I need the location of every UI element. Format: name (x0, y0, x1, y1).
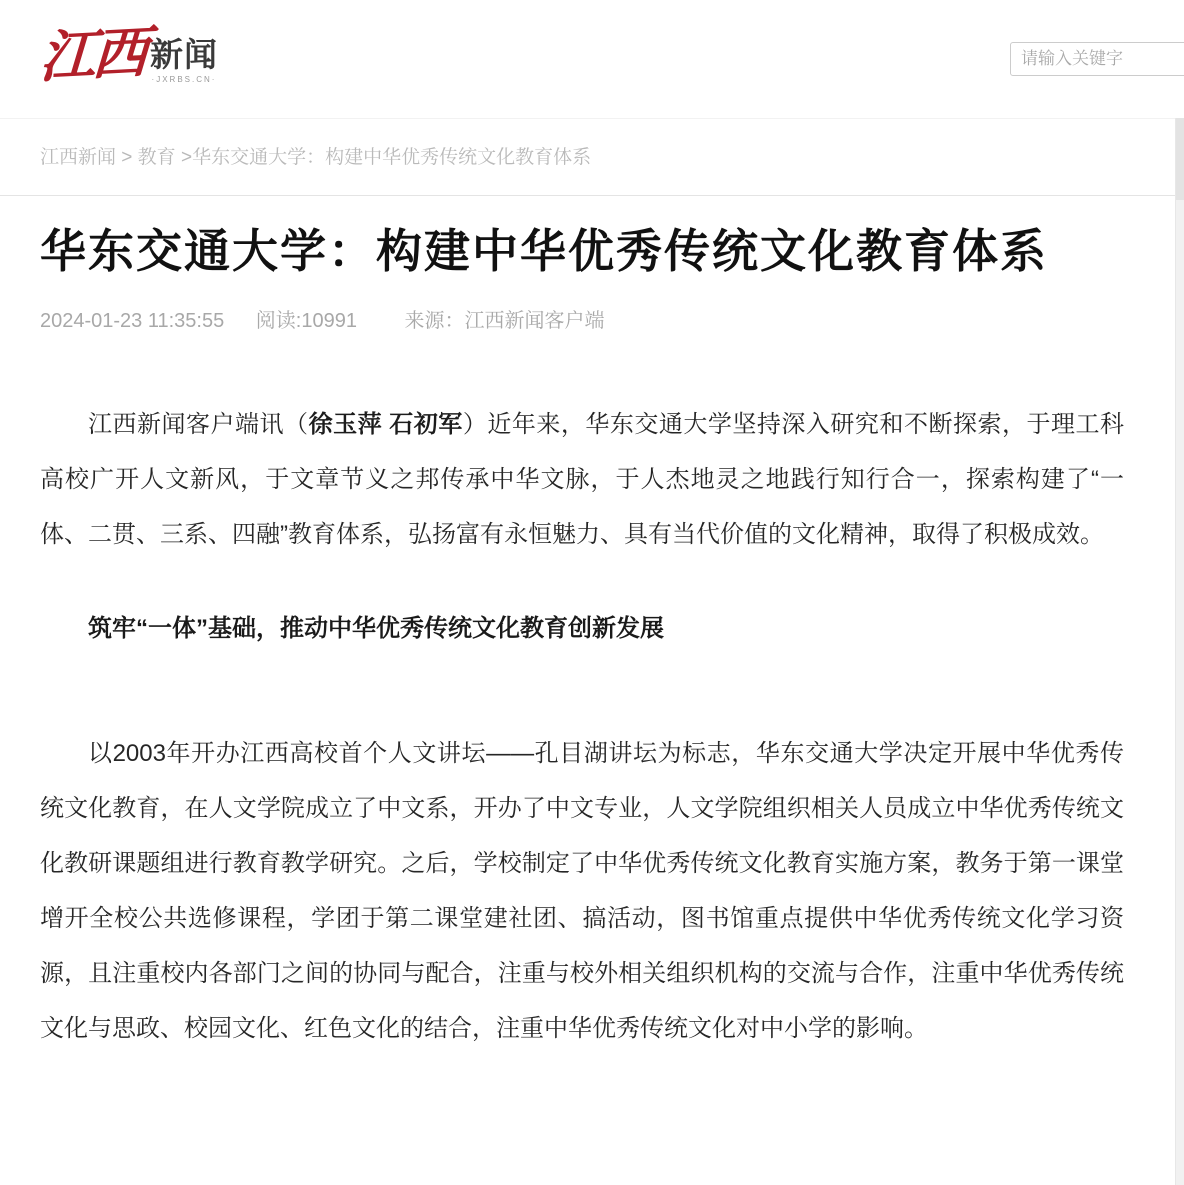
site-header (0, 0, 1184, 118)
publish-datetime: 2024-01-23 11:35:55 (40, 310, 225, 333)
article-meta (40, 304, 1124, 333)
breadcrumb-item-category[interactable]: 教育 (137, 147, 176, 168)
site-logo[interactable] (38, 20, 218, 89)
breadcrumb (0, 118, 1184, 196)
breadcrumb-item-current: 华东交通大学：构建中华优秀传统文化教育体系 (192, 147, 592, 168)
paragraph-intro-body: ）近年来，华东交通大学坚持深入研究和不断探索，于理工科高校广开人文新风，于文章节义之邦传承中华文脉，于人杰地灵之地践行知行合一，探索构建了“一体、二贯、三系、四融”教育体系，弘扬富有永恒魅力、具有当代价值的文化精神，取得了积极成效。 (40, 411, 1125, 549)
breadcrumb-separator: > (116, 147, 138, 168)
breadcrumb-item-home[interactable]: 江西新闻 (40, 147, 117, 168)
paragraph-section-body: 以2003年开办江西高校首个人文讲坛——孔目湖讲坛为标志，华东交通大学决定开展中华优秀传统文化教育，在人文学院成立了中文系，开办了中文专业，人文学院组织相关人员成立中华优秀传统文化教研课题组进行教育教学研究。之后，学校制定了中华优秀传统文化教育实施方案，教务于第一课堂增开全校公共选修课程，学团于第二课堂建社团、搞活动，图书馆重点提供中华优秀传统文化学习资源，且注重校内各部门之间的协同与配合，注重与校外相关组织机构的交流与合作，注重中华优秀传统文化与思政、校园文化、红色文化的结合，注重中华优秀传统文化对中小学的影响。 (40, 740, 1124, 1043)
scrollbar-thumb[interactable] (1176, 118, 1184, 200)
breadcrumb-separator: > (175, 147, 193, 168)
paragraph-intro-prefix: 江西新闻客户端讯（ (88, 411, 309, 439)
logo-brand-news: 新闻 (150, 36, 218, 73)
article-main (0, 220, 1184, 1056)
search-input[interactable] (1010, 42, 1184, 76)
scrollbar-track[interactable] (1175, 118, 1184, 1185)
section-subheading: 筑牢“一体”基础，推动中华优秀传统文化教育创新发展 (88, 615, 664, 643)
article-title: 华东交通大学：构建中华优秀传统文化教育体系 (40, 225, 1048, 277)
author-names: 徐玉萍 石初军 (308, 411, 463, 439)
read-count: 阅读:10991 (255, 310, 357, 333)
article-body (40, 397, 1124, 1056)
paragraph-intro (40, 397, 1124, 562)
article-source: 来源：江西新闻客户端 (404, 310, 605, 333)
logo-domain-subtext: ·JXRBS.CN· (151, 75, 217, 84)
logo-brand-calligraphy: 江西 (38, 20, 146, 89)
